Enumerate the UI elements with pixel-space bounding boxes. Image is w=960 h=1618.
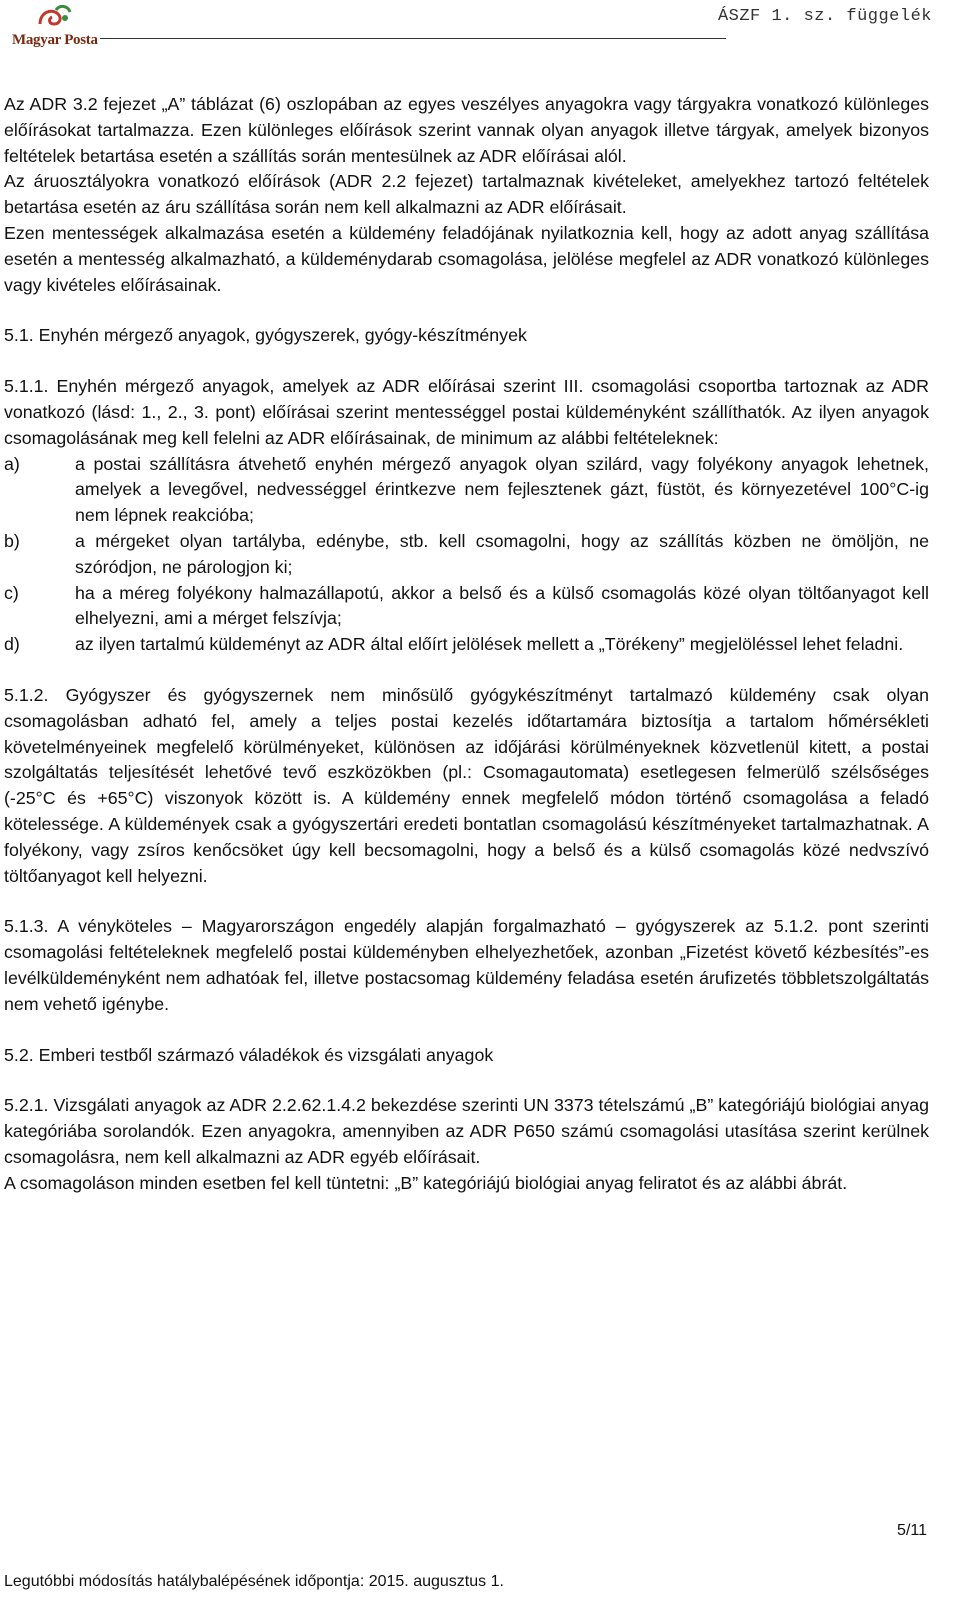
page-header — [0, 0, 960, 60]
paragraph-5-2-1: 5.2.1. Vizsgálati anyagok az ADR 2.2.62.1.4.2 bekezdése szerinti UN 3373 tételszámú „B” kategóriájú biológiai anyag kategóriába sorolandók. Ezen anyagokra, amennyiben az ADR P650 számú csomagolási utasítása szerint kerülnek csomagolásra, nem kell alkalmazni az ADR egyéb előírásait. — [4, 1095, 929, 1167]
logo-text: Magyar Posta — [12, 32, 98, 48]
list-item-text: az ilyen tartalmú küldeményt az ADR által előírt jelölések mellett a „Törékeny” megjelöléssel lehet feladni. — [75, 634, 904, 655]
list-item-label: b) — [4, 530, 20, 551]
list-item — [4, 529, 929, 581]
section-heading-5-2: 5.2. Emberi testből származó váladékok és vizsgálati anyagok — [4, 1044, 494, 1065]
list-item-label: c) — [4, 582, 19, 603]
list-item — [4, 581, 929, 633]
paragraph-class-exceptions: Az áruosztályokra vonatkozó előírások (ADR 2.2 fejezet) tartalmaznak kivételeket, amelyekhez tartozó feltételek betartása esetén az áru szállítása során nem kell alkalmazni az ADR előírásait. — [4, 171, 929, 218]
paragraph-sender-declaration: Ezen mentességek alkalmazása esetén a küldemény feladójának nyilatkoznia kell, hogy az adott anyag szállítása esetén a mentesség alkalmazható, a küldeménydarab csomagolása, jelölése megfelel az ADR vonatkozó különleges vagy kivételes előírásainak. — [4, 222, 929, 295]
paragraph-5-1-1: 5.1.1. Enyhén mérgező anyagok, amelyek az ADR előírásai szerint III. csomagolási csoportba tartoznak az ADR vonatkozó (lásd: 1., 2., 3. pont) előírásai szerint mentességgel postai küldeményként szállíthatók. Az ilyen anyagok csomagolásának meg kell felelni az ADR előírásainak, de minimum az alábbi feltételeknek: — [4, 376, 929, 448]
list-item-text: a postai szállításra átvehető enyhén mérgező anyagok olyan szilárd, vagy folyékony anyagok lehetnek, amelyek a levegővel, nedvességgel érintkezve nem fejlesztenek gázt, füstöt, és környezetével 100°C-ig nem lépnek reakcióba; — [75, 453, 929, 526]
paragraph-5-1-2: 5.1.2. Gyógyszer és gyógyszernek nem minősülő gyógykészítményt tartalmazó küldemény csak olyan csomagolásban adható fel, amely a teljes postai kezelés időtartamára biztosítja a tartalom hőmérsékleti követelményeinek megfelelő körülményeket, különösen az időjárási körülményeknek közvetlenül kitett, a postai szolgáltatás teljesítését lehetővé tevő eszközökben (pl.: Csomagautomata) esetlegesen felmerülő szélsőséges (-25°C és +65°C) viszonyok között is. A küldemény ennek megfelelő módon történő csomagolása a feladó kötelessége. A küldemények csak a gyógyszertári eredeti bontatlan csomagolású készítményeket tartalmazhatnak. A folyékony, vagy zsíros kenőcsöket úgy kell becsomagolni, hogy a belső és a külső csomagolás közé nedvszívó töltőanyagot kell helyezni. — [4, 684, 929, 886]
page-number: 5/11 — [897, 1522, 927, 1539]
section-heading-5-1: 5.1. Enyhén mérgező anyagok, gyógyszerek, gyógy-készítmények — [4, 325, 527, 346]
posthorn-icon — [34, 4, 74, 32]
header-rule — [100, 38, 726, 39]
magyar-posta-logo — [12, 4, 96, 56]
list-item-label: a) — [4, 453, 20, 474]
list-item — [4, 452, 929, 529]
paragraph-adr-intro: Az ADR 3.2 fejezet „A” táblázat (6) oszlopában az egyes veszélyes anyagokra vagy tárgyakra vonatkozó különleges előírásokat tartalmazza. Ezen különleges előírások szerint vannak olyan anyagok illetve tárgyak, amelyek bizonyos feltételek betartása esetén a szállítás során mentesülnek az ADR előírásai alól. — [4, 94, 929, 166]
paragraph-5-1-3: 5.1.3. A vényköteles – Magyarországon engedély alapján forgalmazható – gyógyszerek az 5.1.2. pont szerinti csomagolási feltételeknek megfelelő postai küldeményben elhelyezhetőek, azonban „Fizetést követő kézbesítés”-es levélküldeményként nem adhatóak fel, illetve postacsomag küldemény feladása esetén árufizetés többletszolgáltatás nem vehető igénybe. — [4, 916, 929, 1014]
list-item — [4, 632, 929, 658]
list-item-text: a mérgeket olyan tartályba, edénybe, stb. kell csomagolni, hogy az szállítás közben ne ömöljön, ne szóródjon, ne párologjon ki; — [75, 530, 929, 577]
document-body — [4, 92, 929, 1196]
footer-effective-date: Legutóbbi módosítás hatálybalépésének időpontja: 2015. augusztus 1. — [4, 1573, 504, 1590]
document-label: ÁSZF 1. sz. függelék — [717, 7, 932, 26]
paragraph-5-2-1-marking: A csomagoláson minden esetben fel kell tüntetni: „B” kategóriájú biológiai anyag feliratot és az alábbi ábrát. — [4, 1172, 848, 1193]
list-item-label: d) — [4, 634, 20, 655]
list-item-text: ha a méreg folyékony halmazállapotú, akkor a belső és a külső csomagolás közé olyan töltőanyagot kell elhelyezni, ami a mérget felszívja; — [75, 582, 929, 629]
